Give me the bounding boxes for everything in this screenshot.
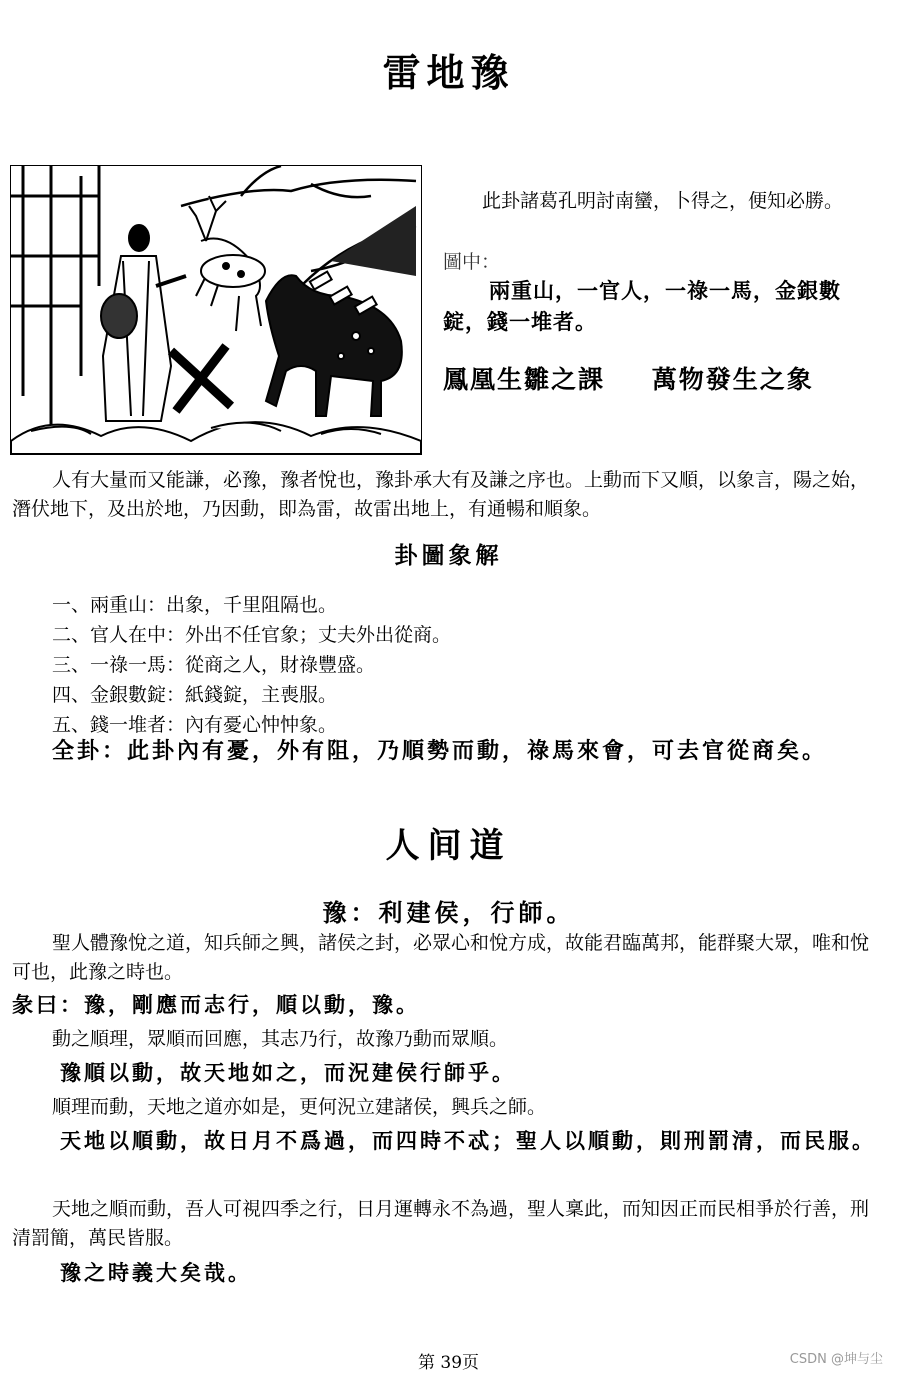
paragraph: 順理而動，天地之道亦如是，更何況立建諸侯，興兵之師。	[52, 1096, 547, 1118]
paragraph: 天地之順而動，吾人可視四季之行，日月運轉永不為過，聖人稟此，而知因正而民相爭於行善，刑清罰簡，萬民皆服。	[12, 1198, 870, 1249]
ke-name-1: 鳳凰生雛之課	[443, 365, 606, 394]
list-item: 三、一祿一馬：從商之人，財祿豐盛。	[52, 654, 376, 676]
list-item: 四、金銀數錠：紙錢錠，主喪服。	[52, 684, 338, 706]
full-hexagram-summary: 全卦：此卦內有憂，外有阻，乃順勢而動，祿馬來會，可去官從商矣。	[52, 738, 828, 764]
intro-paragraph: 人有大量而又能謙，必豫，豫者悅也，豫卦承大有及謙之序也。上動而下又順，以象言，陽之始，潛伏地下，及出於地，乃因動，即為雷，故雷出地上，有通暢和順象。	[12, 469, 870, 520]
paragraph: 聖人體豫悅之道，知兵師之興，諸侯之封，必眾心和悅方成，故能君臨萬邦，能群聚大眾，唯和悅可也，此豫之時也。	[12, 932, 870, 983]
classic-text: 天地以順動，故日月不爲過，而四時不忒；聖人以順動，則刑罰清，而民服。	[60, 1128, 876, 1153]
section-heading-2: 人间道	[385, 826, 512, 866]
diagram-label: 圖中：	[443, 251, 501, 273]
page-number: 第 39页	[417, 1353, 480, 1373]
watermark: CSDN @坤与尘	[789, 1352, 883, 1367]
caption-text: 此卦諸葛孔明討南蠻，卜得之，便知必勝。	[482, 190, 844, 212]
hexagram-names	[443, 360, 850, 396]
paragraph: 動之順理，眾順而回應，其志乃行，故豫乃動而眾順。	[52, 1028, 509, 1050]
page-title: 雷地豫	[382, 50, 515, 95]
ke-name-2: 萬物發生之象	[651, 365, 814, 394]
classic-text: 豫順以動，故天地如之，而況建侯行師乎。	[60, 1060, 516, 1085]
diagram-description: 兩重山，一官人，一祿一馬，金銀數錠，錢一堆者。	[443, 278, 841, 334]
illustration-drawing	[11, 166, 421, 454]
woodblock-illustration	[10, 165, 422, 455]
tuan-text: 彖曰：豫，剛應而志行，順以動，豫。	[12, 992, 420, 1017]
section-heading-1: 卦圖象解	[394, 542, 503, 569]
yu-heading: 豫：利建侯，行師。	[322, 898, 575, 927]
classic-text: 豫之時義大矣哉。	[60, 1260, 252, 1285]
list-item: 一、兩重山：出象，千里阻隔也。	[52, 594, 338, 616]
list-item: 五、錢一堆者：內有憂心忡忡象。	[52, 714, 338, 736]
list-item: 二、官人在中：外出不任官象；丈夫外出從商。	[52, 624, 452, 646]
